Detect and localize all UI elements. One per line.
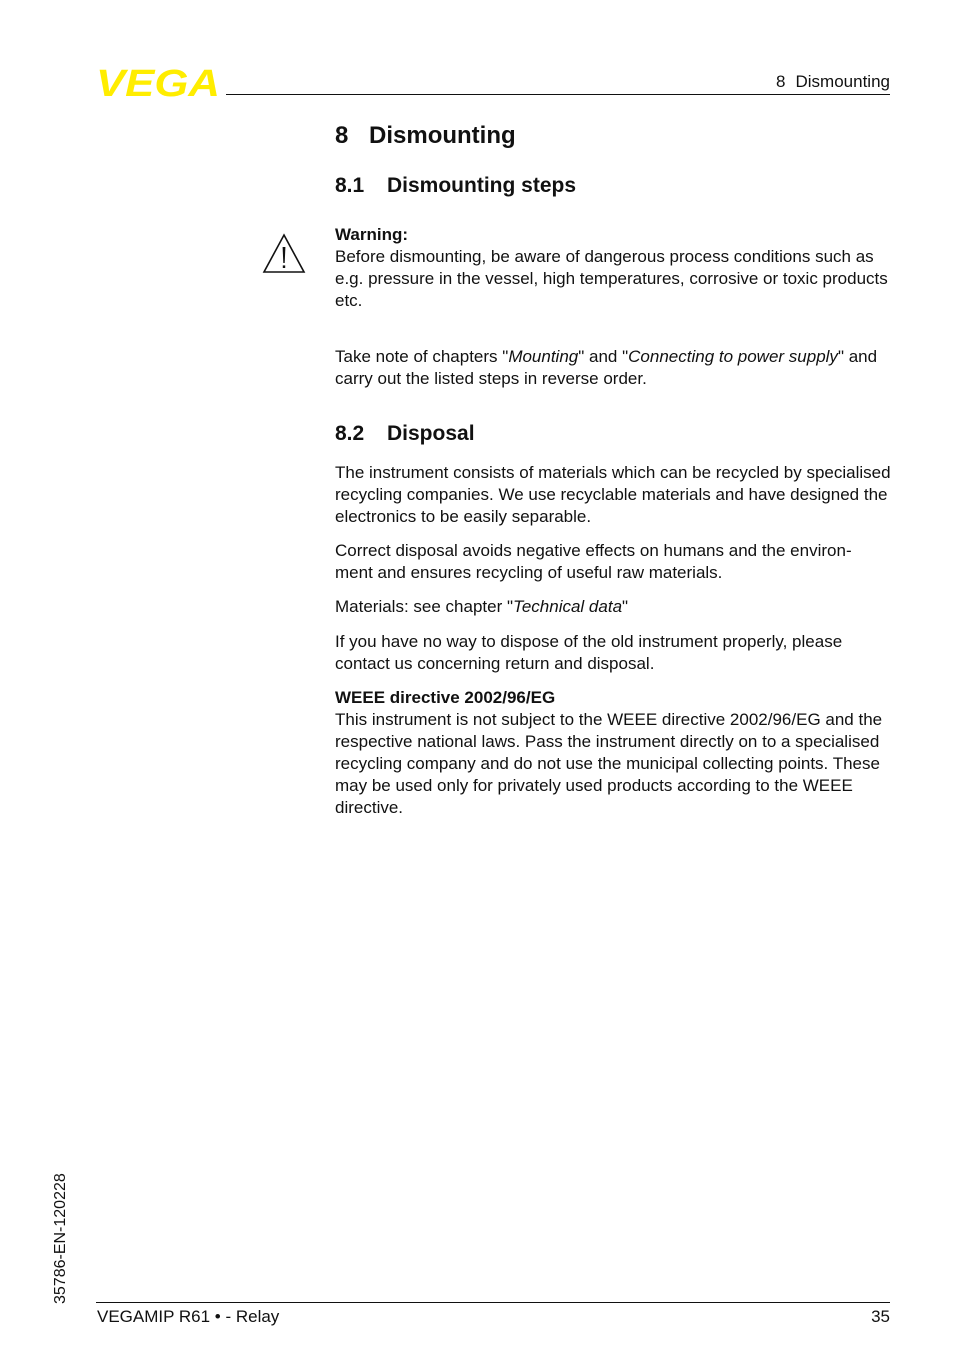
section-heading-disposal — [335, 422, 891, 446]
document-code: 35786-EN-120228 — [52, 1173, 69, 1304]
weee-title: WEEE directive 2002/96/EG — [335, 688, 556, 707]
disposal-paragraph-2: Correct disposal avoids negative effects on humans and the environ- ment and ensures recycling of useful raw materials. — [335, 541, 852, 582]
running-header-number: 8 — [776, 72, 786, 91]
materials-reference — [335, 596, 891, 618]
chapter-title: Dismounting — [369, 122, 516, 149]
reference-technical-data: Technical data — [513, 597, 623, 616]
warning-text: Before dismounting, be aware of dangerous process conditions such as e.g. pressure in the vessel, high temperatures, corrosive or toxic products etc. — [335, 247, 888, 310]
footer-rule — [96, 1302, 890, 1303]
footer-product: VEGAMIP R61 • - Relay — [97, 1307, 280, 1326]
note-text: " and " — [578, 347, 629, 366]
header-rule — [226, 94, 890, 95]
materials-text: Materials: see chapter " — [335, 597, 514, 616]
warning-label: Warning: — [335, 225, 409, 244]
section-title: Disposal — [387, 422, 475, 445]
running-header — [776, 72, 890, 92]
weee-text: This instrument is not subject to the WEEE directive 2002/96/EG and the respective national laws. Pass the instrument directly on to a specialised recycling company and do not use the municipal collecting points. These may be used only for privately used products according to the WEEE directive. — [335, 710, 883, 817]
page-number: 35 — [871, 1307, 890, 1326]
note-text: " and carry out the listed steps in reverse order. — [335, 347, 878, 388]
vega-logo — [96, 66, 220, 98]
section-heading-dismounting-steps — [335, 174, 891, 198]
section-title: Dismounting steps — [387, 174, 577, 197]
chapter-number: 8 — [335, 122, 349, 149]
chapter-heading — [335, 122, 891, 150]
disposal-paragraph-3: If you have no way to dispose of the old instrument properly, please contact us concerning return and disposal. — [335, 632, 843, 673]
warning-triangle-icon — [262, 232, 306, 274]
section-number: 8.2 — [335, 422, 365, 445]
running-header-title: Dismounting — [795, 72, 890, 91]
materials-text: " — [622, 597, 629, 616]
weee-block — [335, 687, 891, 819]
warning-block — [335, 224, 891, 312]
note-text: Take note of chapters " — [335, 347, 509, 366]
logo-text: VEGA — [96, 66, 220, 98]
reference-connecting: Connecting to power supply — [628, 347, 838, 366]
reference-mounting: Mounting — [508, 347, 579, 366]
disposal-paragraph-1: The instrument consists of materials which can be recycled by specialised recycling companies. We use recyclable materials and have designed the electronics to be easily separable. — [335, 463, 891, 526]
section-number: 8.1 — [335, 174, 365, 197]
dismounting-note — [335, 346, 891, 390]
